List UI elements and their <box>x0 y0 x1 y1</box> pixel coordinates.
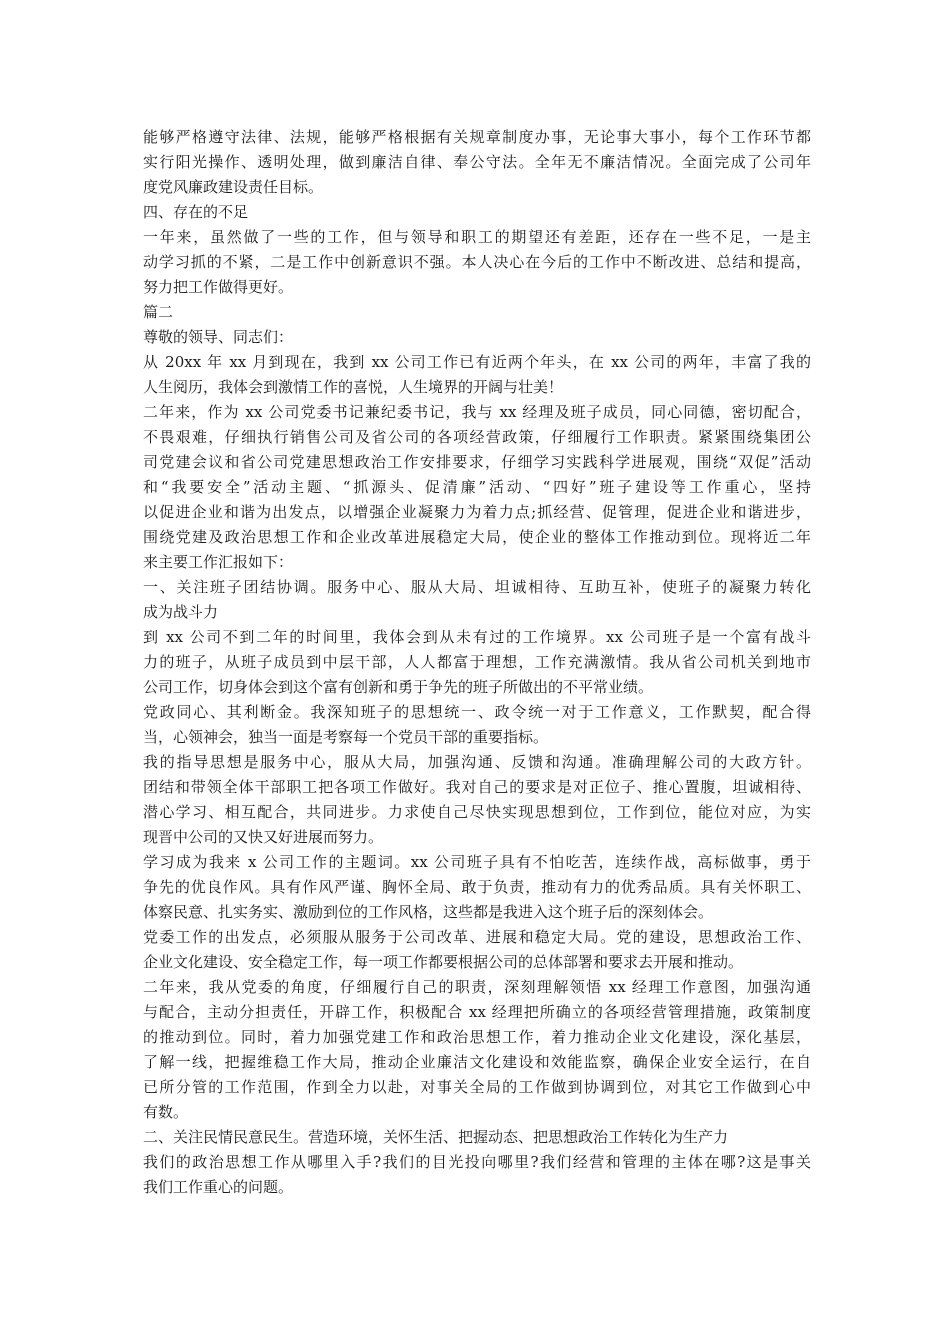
text-line: 以促进企业和谐为出发点，以增强企业凝聚力为着力点;抓经营、促管理，促进企业和谐进步， <box>143 503 811 521</box>
paragraph <box>143 1125 811 1150</box>
paragraph <box>143 1150 811 1200</box>
paragraph <box>143 350 811 400</box>
text-line: 篇二 <box>143 303 174 321</box>
text-line: 与配合，主动分担责任，开辟工作，积极配合 xx 经理把所确立的各项经营管理措施，政策制度 <box>143 1003 811 1021</box>
text-line: 实行阳光操作、透明处理，做到廉洁自律、奉公守法。全年无不廉洁情况。全面完成了公司年 <box>143 153 811 171</box>
text-line: 一、关注班子团结协调。服务中心、服从大局、坦诚相待、互助互补，使班子的凝聚力转化 <box>143 578 811 596</box>
text-line: 人生阅历，我体会到激情工作的喜悦，人生境界的开阔与壮美！ <box>143 378 564 396</box>
text-line: 不畏艰难，仔细执行销售公司及省公司的各项经营政策，仔细履行工作职责。紧紧围绕集团公 <box>143 428 811 446</box>
paragraph <box>143 125 811 200</box>
paragraph <box>143 400 811 575</box>
paragraph <box>143 850 811 925</box>
text-line: 团结和带领全体干部职工把各项工作做好。我对自己的要求是对正位子、推心置腹，坦诚相待、 <box>143 778 811 796</box>
text-line: 争先的优良作风。具有作风严谨、胸怀全局、敢于负责，推动有力的优秀品质。具有关怀职工、 <box>143 878 811 896</box>
text-line: 党政同心、其利断金。我深知班子的思想统一、政令统一对于工作意义，工作默契，配合得 <box>143 703 811 721</box>
text-line: 我们工作重心的问题。 <box>143 1178 294 1196</box>
text-line: 努力把工作做得更好。 <box>143 278 294 296</box>
text-line: 现晋中公司的又快又好进展而努力。 <box>143 828 384 846</box>
document-body <box>143 125 811 1200</box>
text-line: 能够严格遵守法律、法规，能够严格根据有关规章制度办事，无论事大事小，每个工作环节都 <box>143 128 811 146</box>
paragraph <box>143 975 811 1125</box>
text-line: 二、关注民情民意民生。营造环境，关怀生活、把握动态、把思想政治工作转化为生产力 <box>143 1128 729 1146</box>
text-line: 围绕党建及政治思想工作和企业改革进展稳定大局，使企业的整体工作推动到位。现将近二年 <box>143 528 811 546</box>
paragraph <box>143 225 811 300</box>
text-line: 力的班子，从班子成员到中层干部，人人都富于理想，工作充满激情。我从省公司机关到地市 <box>143 653 811 671</box>
text-line: 司党建会议和省公司党建思想政治工作安排要求，仔细学习实践科学进展观，围绕“双促”活动 <box>143 453 811 471</box>
text-line: 体察民意、扎实务实、激励到位的工作风格，这些都是我进入这个班子后的深刻体会。 <box>143 903 714 921</box>
text-line: 从 20xx 年 xx 月到现在，我到 xx 公司工作已有近两个年头，在 xx 公司的两年，丰富了我的 <box>143 353 811 371</box>
text-line: 度党风廉政建设责任目标。 <box>143 178 324 196</box>
paragraph <box>143 925 811 975</box>
text-line: 我们的政治思想工作从哪里入手?我们的目光投向哪里?我们经营和管理的主体在哪?这是事关 <box>143 1153 811 1171</box>
text-line: 二年来，我从党委的角度，仔细履行自己的职责，深刻理解领悟 xx 经理工作意图，加强沟通 <box>143 978 811 996</box>
text-line: 党委工作的出发点，必须服从服务于公司改革、进展和稳定大局。党的建设，思想政治工作、 <box>143 928 811 946</box>
text-line: 已所分管的工作范围，作到全力以赴，对事关全局的工作做到协调到位，对其它工作做到心中 <box>143 1078 811 1096</box>
text-line: 学习成为我来 x 公司工作的主题词。xx 公司班子具有不怕吃苦，连续作战，高标做事，勇于 <box>143 853 811 871</box>
paragraph <box>143 625 811 700</box>
text-line: 和“我要安全”活动主题、“抓源头、促清廉”活动、“四好”班子建设等工作重心，坚持 <box>143 478 811 496</box>
text-line: 四、存在的不足 <box>143 203 249 221</box>
text-line: 来主要工作汇报如下： <box>143 553 294 571</box>
text-line: 潜心学习、相互配合，共同进步。力求使自己尽快实现思想到位，工作到位，能位对应，为实 <box>143 803 811 821</box>
text-line: 的推动到位。同时，着力加强党建工作和政治思想工作，着力推动企业文化建设，深化基层， <box>143 1028 811 1046</box>
paragraph <box>143 700 811 750</box>
text-line: 有数。 <box>143 1103 189 1121</box>
paragraph <box>143 750 811 850</box>
text-line: 到 xx 公司不到二年的时间里，我体会到从未有过的工作境界。xx 公司班子是一个富有战斗 <box>143 628 811 646</box>
text-line: 尊敬的领导、同志们： <box>143 328 294 346</box>
text-line: 我的指导思想是服务中心，服从大局，加强沟通、反馈和沟通。准确理解公司的大政方针。 <box>143 753 811 771</box>
paragraph <box>143 300 811 325</box>
paragraph <box>143 575 811 625</box>
paragraph <box>143 325 811 350</box>
text-line: 了解一线，把握维稳工作大局，推动企业廉洁文化建设和效能监察，确保企业安全运行，在自 <box>143 1053 811 1071</box>
text-line: 公司工作，切身体会到这个富有创新和勇于争先的班子所做出的不平常业绩。 <box>143 678 654 696</box>
text-line: 动学习抓的不紧，二是工作中创新意识不强。本人决心在今后的工作中不断改进、总结和提高， <box>143 253 811 271</box>
text-line: 企业文化建设、安全稳定工作，每一项工作都要根据公司的总体部署和要求去开展和推动。 <box>143 953 744 971</box>
text-line: 当，心领神会，独当一面是考察每一个党员干部的重要指标。 <box>143 728 549 746</box>
text-line: 二年来，作为 xx 公司党委书记兼纪委书记，我与 xx 经理及班子成员，同心同德，密切配合， <box>143 403 811 421</box>
paragraph <box>143 200 811 225</box>
text-line: 成为战斗力 <box>143 603 219 621</box>
text-line: 一年来，虽然做了一些的工作，但与领导和职工的期望还有差距，还存在一些不足，一是主 <box>143 228 811 246</box>
